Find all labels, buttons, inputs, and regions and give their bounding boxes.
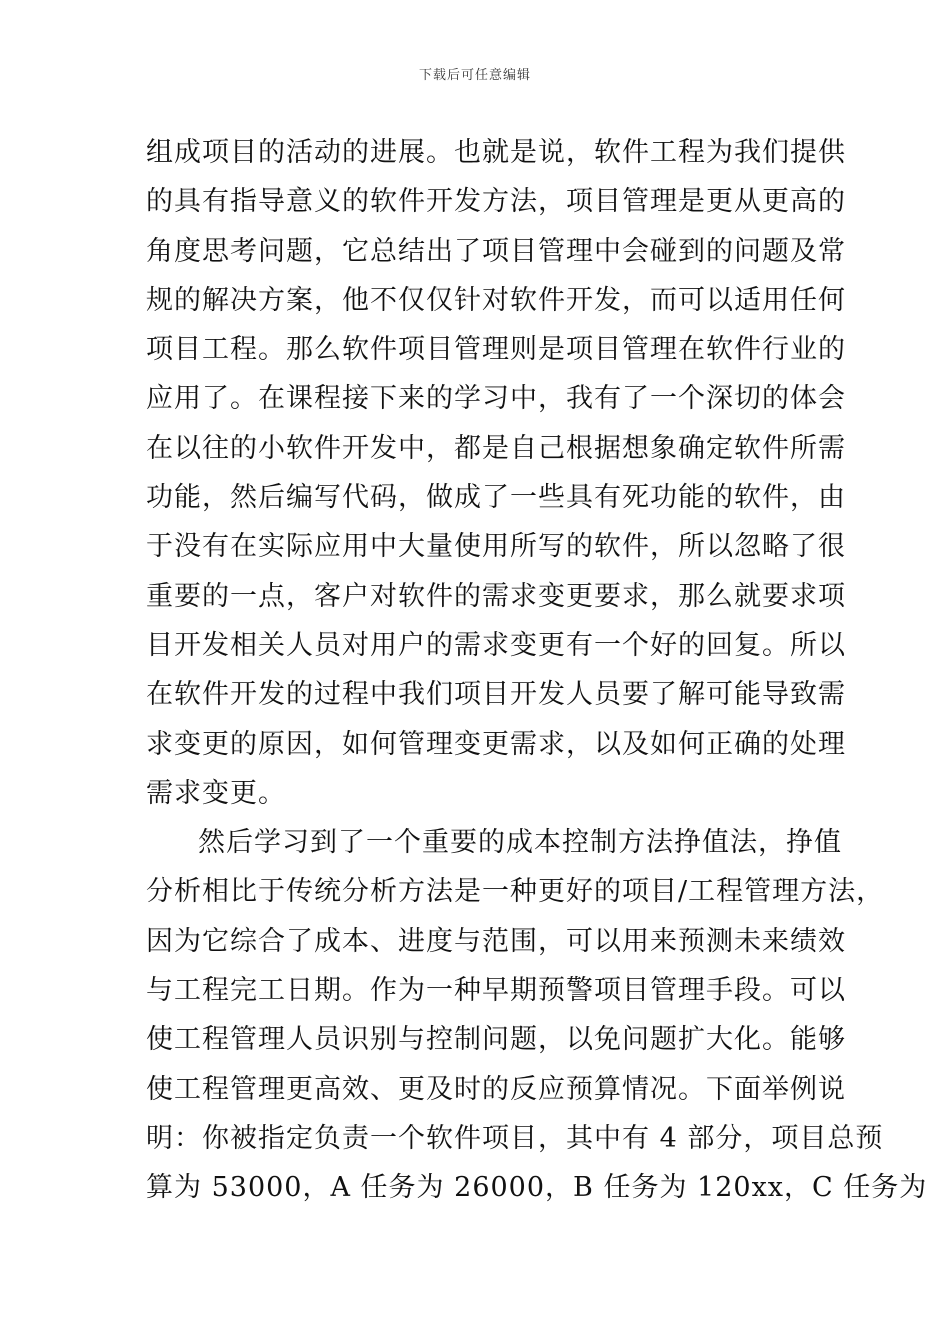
text-line: 分析相比于传统分析方法是一种更好的项目/工程管理方法， [146,876,885,908]
text-line: 使工程管理人员识别与控制问题，以免问题扩大化。能够 [146,1024,846,1056]
text-line: 于没有在实际应用中大量使用所写的软件，所以忽略了很 [146,531,846,563]
page-header: 下载后可任意编辑 [418,68,531,83]
text-line: 功能，然后编写代码，做成了一些具有死功能的软件，由 [146,482,846,514]
text-line: 目开发相关人员对用户的需求变更有一个好的回复。所以 [146,629,846,661]
paragraph-start-line: 然后学习到了一个重要的成本控制方法挣值法，挣值 [198,827,842,859]
text-line: 与工程完工日期。作为一种早期预警项目管理手段。可以 [146,975,846,1007]
text-line: 组成项目的活动的进展。也就是说，软件工程为我们提供 [146,137,846,168]
text-line: 应用了。在课程接下来的学习中，我有了一个深切的体会 [146,383,846,415]
document-body [146,128,928,1213]
text-line: 明：你被指定负责一个软件项目，其中有 4 部分，项目总预 [146,1122,884,1154]
text-line: 重要的一点，客户对软件的需求变更要求，那么就要求项 [146,580,846,612]
text-line: 算为 53000，A 任务为 26000，B 任务为 120xx，C 任务为 [146,1172,928,1204]
text-line: 的具有指导意义的软件开发方法，项目管理是更从更高的 [146,186,846,218]
text-line: 使工程管理更高效、更及时的反应预算情况。下面举例说 [146,1073,846,1105]
text-line: 在以往的小软件开发中，都是自己根据想象确定软件所需 [146,432,846,464]
text-line: 在软件开发的过程中我们项目开发人员要了解可能导致需 [146,679,846,711]
text-line: 求变更的原因，如何管理变更需求，以及如何正确的处理 [146,728,846,760]
text-line: 角度思考问题，它总结出了项目管理中会碰到的问题及常 [146,235,846,267]
text-line: 因为它综合了成本、进度与范围，可以用来预测未来绩效 [146,925,846,957]
text-line: 项目工程。那么软件项目管理则是项目管理在软件行业的 [146,334,846,366]
text-line: 规的解决方案，他不仅仅针对软件开发，而可以适用任何 [146,284,846,316]
text-line: 需求变更。 [146,777,286,809]
